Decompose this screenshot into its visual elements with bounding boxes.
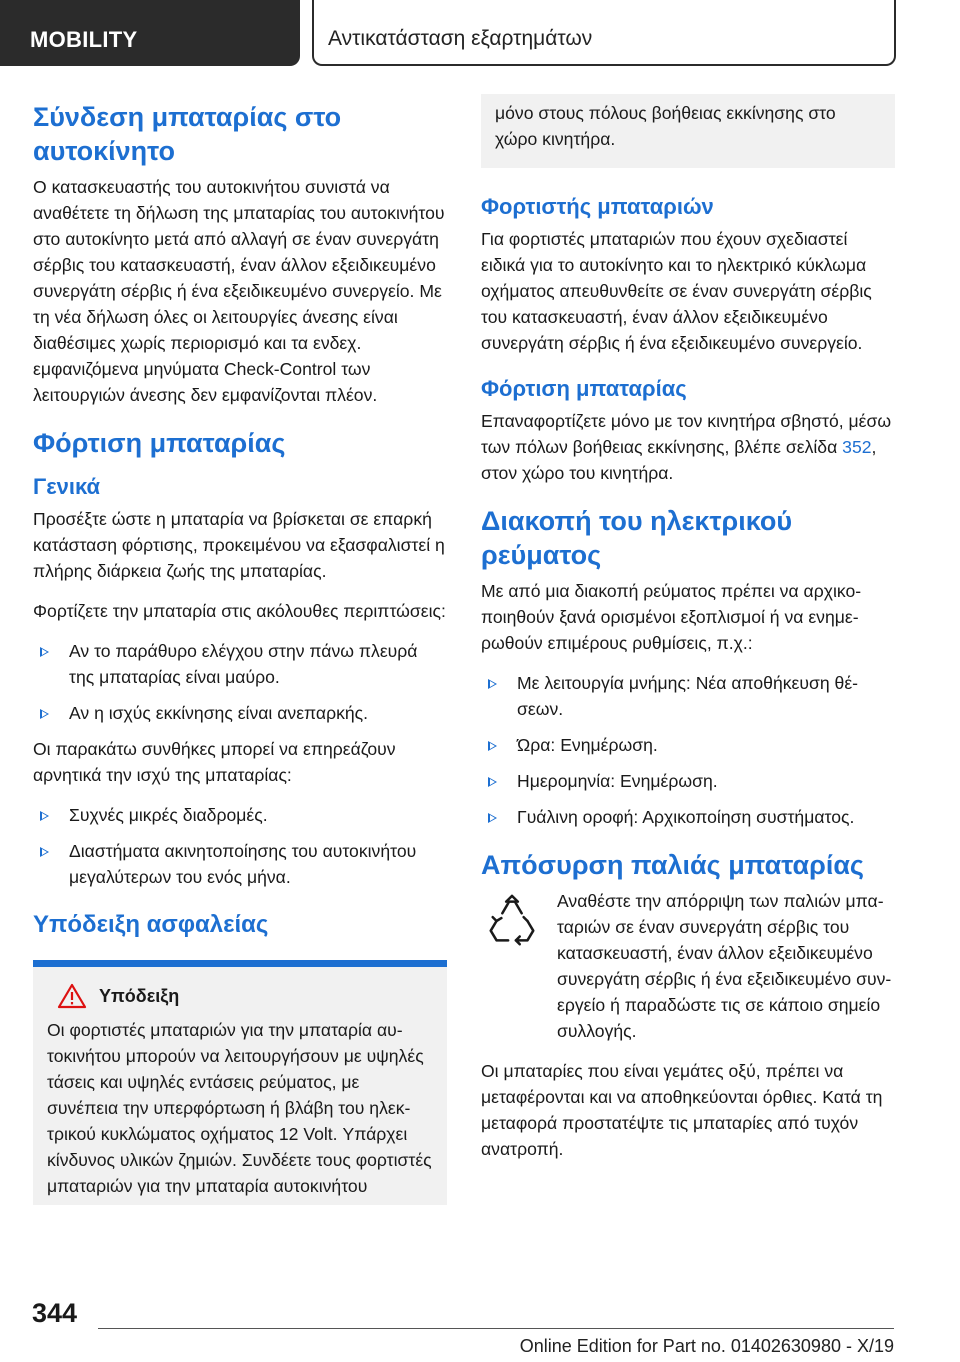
paragraph-disposal-1: Αναθέστε την απόρριψη των παλιών μπαταριών σε έναν συνεργάτη σέρβις του κατασκευαστή, έναν άλλον εξειδικευμένο συνεργάτη σέρβις ή ένα εξειδικευμένο συνεργείο ή παραδώστε τις σε κάποιο σημείο συλλογής.: [557, 891, 892, 1041]
paragraph-power-interruption: Με από μια διακοπή ρεύματος πρέπει να αρχικοποιηθούν ξανά ορισμένοι εξοπλισμοί ή να ενημερωθούν επιμέρους ρυθμίσεις, π.χ.:: [481, 581, 862, 653]
heading-old-battery-disposal: Απόσυρση παλιάς μπαταρίας: [481, 850, 864, 880]
edition-text: Online Edition for Part no. 01402630980 - X/19: [519, 1336, 894, 1356]
section-tab: [0, 0, 300, 66]
triangle-bullet-icon: [40, 647, 49, 657]
paragraph-general-2: Φορτίζετε την μπαταρία στις ακόλουθες περιπτώσεις:: [33, 601, 446, 621]
heading-battery-charging: Φόρτιση μπαταρίας: [33, 428, 286, 458]
heading-safety-note: Υπόδειξη ασφαλείας: [33, 911, 269, 938]
list-item: Αν η ισχύς εκκίνησης είναι ανεπαρκής.: [33, 700, 447, 726]
page-reference-link[interactable]: 352: [842, 437, 872, 457]
triangle-bullet-icon: [40, 709, 49, 719]
notice-accent-bar: [33, 960, 447, 967]
notice-box: [33, 967, 447, 1205]
heading-battery-connect: Σύνδεση μπαταρίας στο αυτοκίνητο: [33, 102, 342, 166]
recycle-icon: [483, 892, 541, 950]
page-header: [0, 0, 960, 66]
charge-cases-list: [33, 638, 447, 726]
heading-general: Γενικά: [33, 474, 101, 499]
list-item: Συχνές μικρές διαδρομές.: [33, 802, 447, 828]
reset-list: [481, 670, 895, 830]
paragraph-battery-connect: Ο κατασκευαστής του αυτοκινήτου συνιστά να αναθέτετε τη δήλωση της μπαταρίας του αυτοκινήτου στο αυτοκίνητο μετά από αλλαγή σε έναν συνεργάτη σέρβις του κατασκευαστή, έναν άλλον εξειδικευμένο συνεργάτη σέρβις ή ένα εξειδικευμένο συνεργείο. Με τη νέα δήλωση όλες οι λειτουργίες άνεσης είναι διαθέσιμες χωρίς περιορισμό και τα ενδεχ. εμφανιζόμενα μηνύματα Check-Control των λειτουργιών άνεσης δεν εμφανίζονται πλέον.: [33, 177, 445, 405]
triangle-bullet-icon: [488, 813, 497, 823]
list-item: Διαστήματα ακινητοποίησης του αυτοκινήτου μεγαλύτερων του ενός μήνα.: [33, 838, 447, 890]
triangle-bullet-icon: [488, 679, 497, 689]
chapter-tab: [312, 0, 896, 66]
triangle-bullet-icon: [40, 811, 49, 821]
conditions-list: [33, 802, 447, 890]
triangle-bullet-icon: [488, 777, 497, 787]
paragraph-charging-battery: Επαναφορτίζετε μόνο με τον κινητήρα σβηστό, μέσω των πόλων βοήθειας εκκίνησης, βλέπε σελίδα 352, στον χώρο του κινητήρα.: [481, 411, 892, 483]
section-label: MOBILITY: [30, 27, 138, 52]
footer-divider: [98, 1328, 894, 1329]
list-item: Αν το παράθυρο ελέγχου στην πάνω πλευρά της μπαταρίας είναι μαύρο.: [33, 638, 447, 690]
chapter-label: Αντικατάσταση εξαρτημάτων: [328, 27, 593, 50]
left-column: [33, 100, 447, 1205]
notice-text-continued: μόνο στους πόλους βοήθειας εκκίνησης στο χώρο κινητήρα.: [495, 103, 836, 149]
notice-title-row: [47, 983, 433, 1009]
triangle-bullet-icon: [488, 741, 497, 751]
paragraph-conditions: Οι παρακάτω συνθήκες μπορεί να επηρεάζουν αρνητικά την ισχύ της μπαταρίας:: [33, 739, 396, 785]
notice-box-continued: [481, 94, 895, 168]
paragraph-general-1: Προσέξτε ώστε η μπαταρία να βρίσκεται σε επαρκή κατάσταση φόρτισης, προκειμένου να εξασφαλιστεί η πλήρης διάρκεια ζωής της μπαταρίας.: [33, 509, 445, 581]
list-item: Ώρα: Ενημέρωση.: [481, 732, 895, 758]
triangle-bullet-icon: [40, 847, 49, 857]
list-item: Με λειτουργία μνήμης: Νέα αποθήκευση θέσεων.: [481, 670, 895, 722]
heading-charging-battery: Φόρτιση μπαταρίας: [481, 376, 687, 401]
warning-triangle-icon: [57, 983, 87, 1009]
heading-power-interruption: Διακοπή του ηλεκτρικού ρεύματος: [481, 506, 793, 570]
right-column: [481, 100, 895, 1176]
disposal-row: [481, 888, 895, 1058]
paragraph-battery-chargers: Για φορτιστές μπαταριών που έχουν σχεδιαστεί ειδικά για το αυτοκίνητο και το ηλεκτρικό κύκλωμα οχήματος απευθυνθείτε σε έναν συνεργάτη σέρβις του κατασκευαστή, έναν άλλον εξειδικευμένο συνεργάτη σέρβις ή ένα εξειδικευμένο συνεργείο.: [481, 229, 872, 353]
page-number: 344: [32, 1298, 78, 1328]
list-item: Γυάλινη οροφή: Αρχικοποίηση συστήματος.: [481, 804, 895, 830]
list-item: Ημερομηνία: Ενημέρωση.: [481, 768, 895, 794]
notice-title: Υπόδειξη: [99, 985, 180, 1006]
notice-text: Οι φορτιστές μπαταριών για την μπαταρία αυτοκινήτου μπορούν να λειτουργήσουν με υψηλές τάσεις και υψηλές εντάσεις ρεύματος, με συνέπεια την υπερφόρτωση ή βλάβη του ηλεκτρικού κυκλώματος οχήματος 12 Volt. Υπάρχει κίνδυνος υλικών ζημιών. Συνδέετε τους φορτιστές μπαταριών για την μπαταρία αυτοκινήτου: [47, 1020, 432, 1196]
paragraph-disposal-2: Οι μπαταρίες που είναι γεμάτες οξύ, πρέπει να μεταφέρονται και να αποθηκεύονται όρθιες. Κατά τη μεταφορά προστατέψτε τις μπαταρίες από τυχόν ανατροπή.: [481, 1061, 883, 1159]
heading-battery-chargers: Φορτιστής μπαταριών: [481, 194, 714, 219]
